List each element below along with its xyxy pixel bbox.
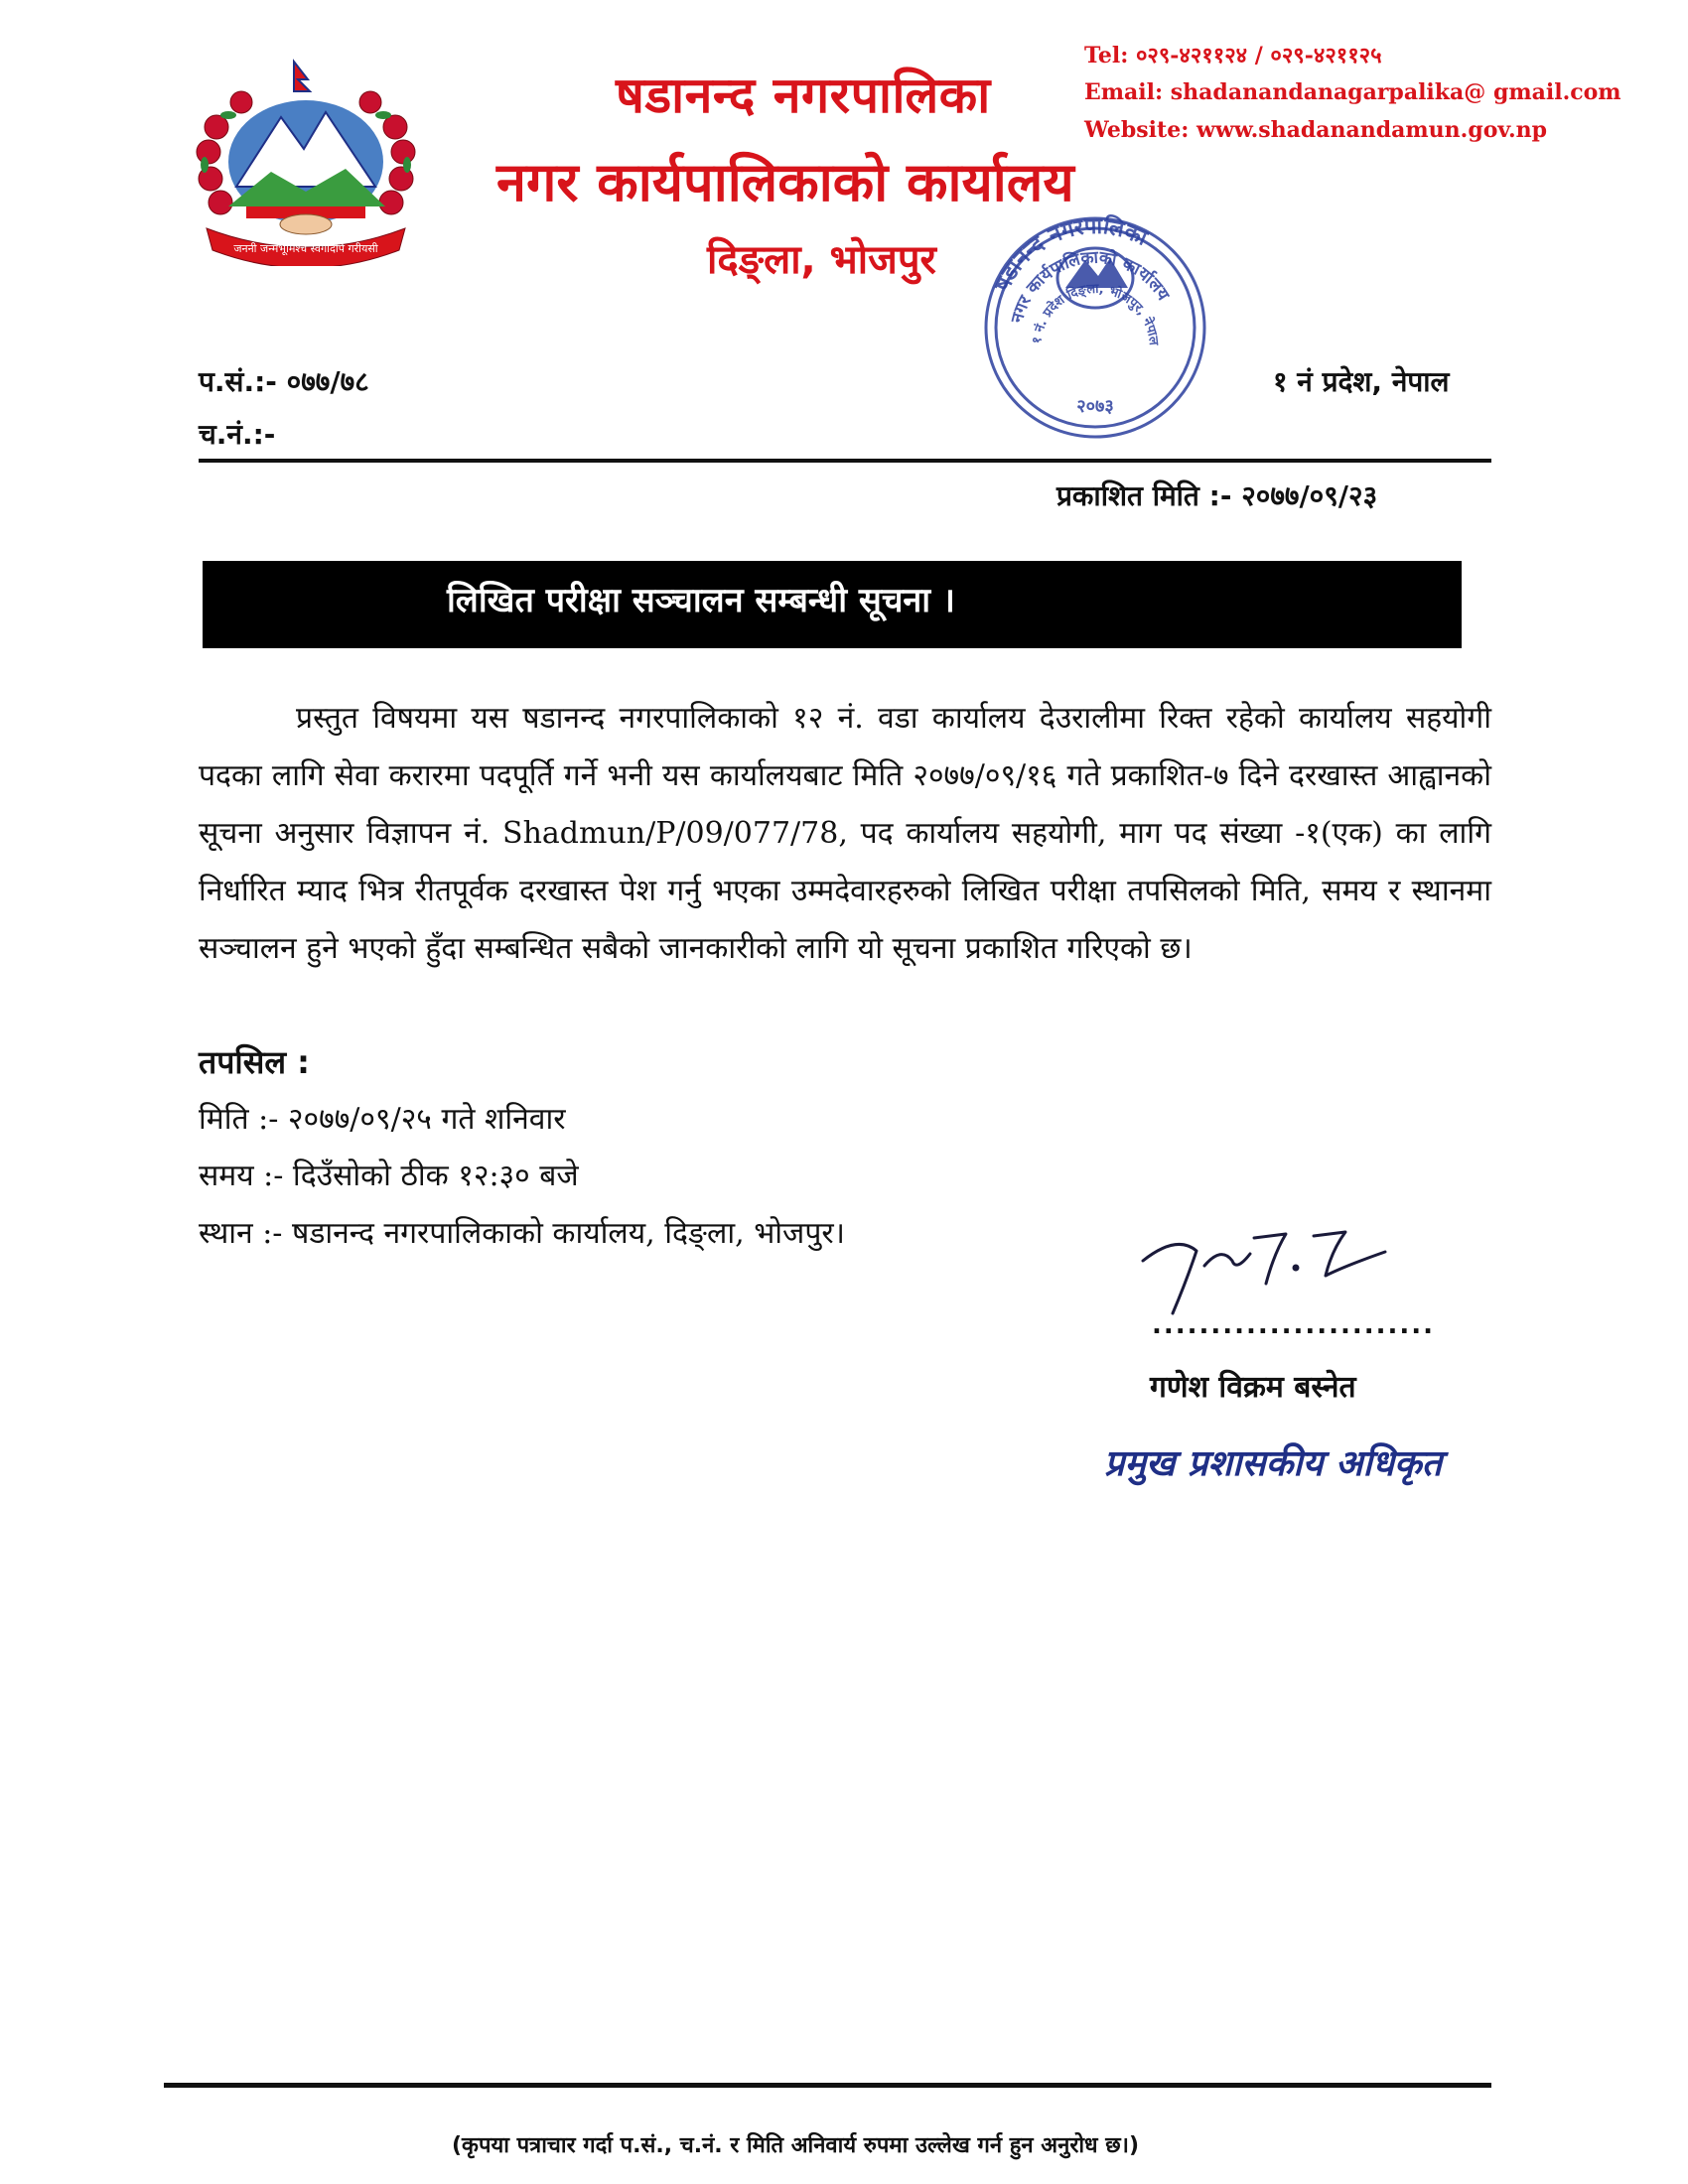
contact-website: Website: www.shadanandamun.gov.np bbox=[1084, 117, 1547, 143]
schedule-heading: तपसिल : bbox=[199, 1043, 310, 1081]
footer-note: (कृपया पत्राचार गर्दा प.सं., च.नं. र मिति अनिवार्य रुपमा उल्लेख गर्न हुन अनुरोध छ।) bbox=[452, 2133, 1140, 2158]
stamp-text-line2: नगर कार्यपालिकाको कार्यालय bbox=[1007, 247, 1174, 326]
handwritten-signature bbox=[1137, 1206, 1405, 1325]
reference-number: प.सं.:- ०७७/७८ bbox=[199, 365, 369, 398]
stamp-text-line3: १ नं. प्रदेश दिङ्ला, भोजपुर, नेपाल bbox=[1030, 281, 1162, 346]
header-divider bbox=[199, 459, 1491, 463]
contact-email: Email: shadanandanagarpalika@ gmail.com bbox=[1084, 79, 1621, 105]
schedule-time: समय :- दिउँसोको ठीक १२:३० बजे bbox=[199, 1159, 579, 1193]
office-name: नगर कार्यपालिकाको कार्यालय bbox=[496, 151, 1074, 213]
signature-line: ........................ bbox=[1152, 1310, 1436, 1340]
stamp-text-line1: षडानन्द नगरपालिका bbox=[990, 213, 1151, 296]
footer-divider bbox=[164, 2083, 1491, 2088]
schedule-place: स्थान :- षडानन्द नगरपालिकाको कार्यालय, दिङ्ला, भोजपुर। bbox=[199, 1216, 845, 1251]
svg-text:१ नं. प्रदेश दिङ्ला, भोजपुर, न bbox=[1030, 282, 1161, 347]
signer-designation: प्रमुख प्रशासकीय अधिकृत bbox=[1104, 1443, 1443, 1484]
published-date: प्रकाशित मिति :- २०७७/०९/२३ bbox=[1056, 479, 1378, 512]
notice-body: प्रस्तुत विषयमा यस षडानन्द नगरपालिकाको १२ नं. वडा कार्यालय देउरालीमा रिक्त रहेको कार्यालय सहयोगी पदका लागि सेवा करारमा पदपूर्ति गर्ने भनी यस कार्यालयबाट मिति २०७७/०९/१६ गते प्रकाशित-७ दिने दरखास्त आह्वानको सूचना अनुसार विज्ञापन नं. Shadmun/P/09/077/78, पद कार्यालय सहयोगी, माग पद संख्या -१(एक) का लागि निर्धारित म्याद भित्र रीतपूर्वक दरखास्त पेश गर्नु भएका उम्मदेवारहरुको लिखित परीक्षा तपसिलको मिति, समय र स्थानमा सञ्चालन हुने भएको हुँदा सम्बन्धित सबैको जानकारीको लागि यो सूचना प्रकाशित गरिएको छ। bbox=[199, 701, 1491, 966]
contact-telephone: Tel: ०२९-४२११२४ / ०२९-४२११२५ bbox=[1084, 43, 1382, 68]
nepal-government-emblem-icon bbox=[187, 58, 425, 266]
office-stamp-icon bbox=[971, 208, 1219, 447]
emblem-motto: जननी जन्मभूमिश्च स्वर्गादपि गरीयसी bbox=[233, 242, 378, 255]
province-label: १ नं प्रदेश, नेपाल bbox=[1273, 365, 1450, 398]
dispatch-number: च.नं.:- bbox=[199, 418, 276, 451]
stamp-year: २०७३ bbox=[1076, 396, 1114, 417]
municipality-name: षडानन्द नगरपालिका bbox=[616, 67, 991, 124]
schedule-date: मिति :- २०७७/०९/२५ गते शनिवार bbox=[199, 1102, 566, 1137]
subject-title: लिखित परीक्षा सञ्चालन सम्बन्धी सूचना । bbox=[447, 581, 955, 620]
signer-name: गणेश विक्रम बस्नेत bbox=[1150, 1370, 1356, 1405]
office-location: दिङ्ला, भोजपुर bbox=[707, 237, 936, 283]
